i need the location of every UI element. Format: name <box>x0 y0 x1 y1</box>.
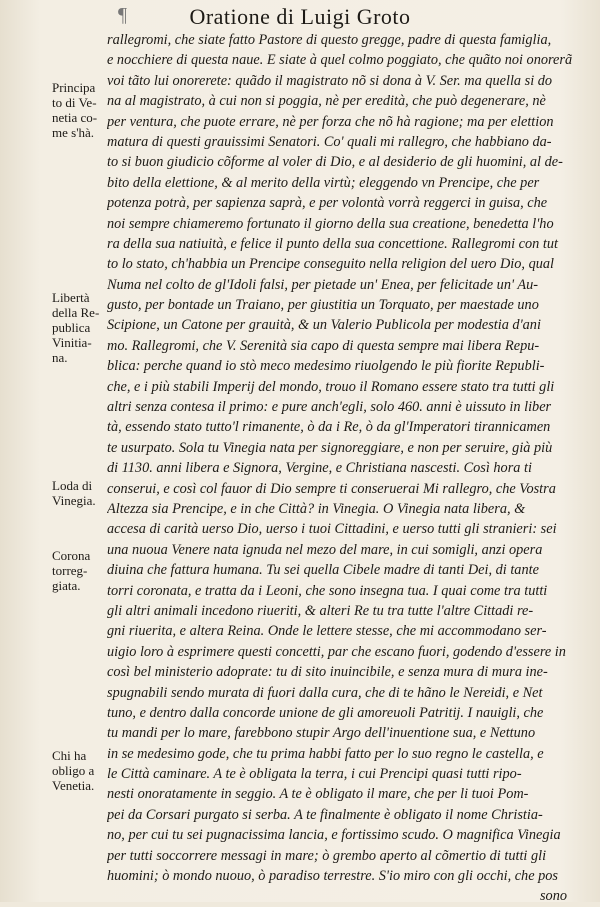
margin-note-line: netia co- <box>52 110 98 125</box>
margin-note-line: Principa <box>52 80 96 95</box>
text-line: matura di questi grauissimi Senatori. Co' quali mi rallegro, che habbiano da- <box>107 133 552 150</box>
body-text <box>107 30 585 907</box>
text-line: accesa di carità uerso Dio, uerso i tuoi Cittadini, e uerso tutti gli stranieri: sei <box>107 521 557 538</box>
text-line: ra della sua natiuità, e felice il punto della sua concettione. Rallegromi con tut <box>107 235 558 252</box>
text-line: na al magistrato, à cui non si poggia, nè per eredità, che può degenerare, nè <box>107 93 546 110</box>
text-line: una nuoua Venere nata ignuda nel mezo del mare, in cui somigli, anzi opera <box>107 541 543 558</box>
text-line: le Città caminare. A te è obligata la terra, i cui Prencipi quasi tutti ripo- <box>107 766 522 783</box>
margin-note-line: Corona <box>52 548 91 563</box>
text-line: diuina che fattura humana. Tu sei quella Cibele madre di tanti Dei, di tante <box>107 562 539 579</box>
margin-note-line: Libertà <box>52 290 90 305</box>
margin-note-principato <box>52 80 108 140</box>
text-line: gli altri animali incedono riueriti, & alteri Re tu tra tutte l'altre Cittadi re- <box>107 602 534 619</box>
margin-note-line: Vinitia- <box>52 335 92 350</box>
text-line: tuno, e dentro dalla concorde unione de gli amoreuoli Patritij. I nauigli, che <box>107 704 544 721</box>
margin-note-loda <box>52 478 108 508</box>
text-line: gni riuerita, e altera Reina. Onde le lettere stesse, che mi accommodano ser- <box>107 623 547 640</box>
text-line: e nocchiere di questa naue. E siate à quel colmo poggiato, che quãto noi onorerã <box>107 52 573 69</box>
text-line: torri coronata, e tratta da i Leoni, che sono insegna tua. I quai come tra tutti <box>107 582 548 599</box>
text-line: mo. Rallegromi, che V. Serenità sia capo di questa sempre mai libera Repu- <box>107 337 540 354</box>
text-line: huomini; ò mondo nuouo, ò paradiso terrestre. S'io miro con gli occhi, che pos <box>107 868 558 885</box>
margin-note-line: Loda di <box>52 478 93 493</box>
text-line: Altezza sia Prencipe, e in che Città? in Vinegia. O Vinegia nata libera, & <box>107 500 526 517</box>
text-line: conserui, e così col fauor di Dio sempre ti conseruerai Mi rallegro, che Vostra <box>107 480 556 497</box>
text-line: no, per cui tu sei pugnacissima lancia, e fortissimo scudo. O magnifica Vinegia <box>107 827 561 844</box>
catchword: sono <box>539 888 567 905</box>
margin-note-corona <box>52 548 108 593</box>
text-line: tà, essendo stato tutto'l rimanente, ò da i Re, ò da gl'Imperatori tirannicamen <box>107 419 551 436</box>
page-header-title: Oratione di Luigi Groto <box>189 4 411 29</box>
folio-mark: ¶ <box>118 4 128 26</box>
margin-note-line: della Re- <box>52 305 100 320</box>
margin-note-line: publica <box>52 320 91 335</box>
text-line: che, e i più stabili Imperij del mondo, trouo il Romano essere stato tra tutti gli <box>107 378 555 395</box>
text-line: in se medesimo gode, che tu prima habbi fatto per lo suo regno le castella, e <box>107 745 544 762</box>
margin-note-line: me s'hà. <box>52 125 95 140</box>
text-line: nesti onoratamente in seggio. A te è obligato il mare, che per li tuoi Pom- <box>107 786 529 803</box>
text-line: te usurpato. Sola tu Vinegia nata per signoreggiare, e non per seruire, già più <box>107 439 553 456</box>
margin-note-liberta <box>52 290 108 365</box>
margin-note-obligo <box>52 748 108 793</box>
text-line: per tutti soccorrere messagi in mare; ò grembo aperto al cõmertio di tutti gli <box>107 847 547 864</box>
text-line: uigio loro à esprimere questi concetti, par che escano fuori, godendo d'essere in <box>107 643 566 660</box>
text-line: pei da Corsari purgato si serba. A te finalmente è obligato il nome Christia- <box>107 806 543 823</box>
text-line: blica: perche quand io stò meco medesimo riuolgendo le più fiorite Republi- <box>107 358 545 375</box>
text-line: gusto, per bontade un Traiano, per giustitia un Torquato, per maestade uno <box>107 297 539 314</box>
margin-note-line: to di Ve- <box>52 95 97 110</box>
text-line: così bel ministerio adoprate: tu di sito inuincibile, e senza mura di mura ine- <box>107 664 548 681</box>
text-line: altri senza contesa il primo: e pure anch'egli, solo 460. anni è uissuto in liber <box>107 399 552 416</box>
text-line: rallegromi, che siate fatto Pastore di questo gregge, padre di questa famiglia, <box>107 32 552 48</box>
text-line: potenza potrà, per sapienza saprà, e per volontà vorrà reggerci in guisa, che <box>107 195 548 212</box>
text-line: noi sempre chiameremo fortunato il giorno della sua creatione, benedetta l'ho <box>107 215 554 232</box>
text-line: to si buon giudicio cõforme al voler di Dio, e al desiderio de gli huomini, al de- <box>107 154 563 171</box>
text-line: per ventura, che puote errare, nè per forza che nõ hà ragione; ma per elettion <box>107 113 554 130</box>
margin-note-line: Vinegia. <box>52 493 96 508</box>
text-line: voi tãto lui onorerete: quãdo il magistrato nõ si dona à V. Ser. ma quella si do <box>107 72 553 89</box>
margin-note-line: torreg- <box>52 563 88 578</box>
margin-note-line: na. <box>52 350 68 365</box>
text-line: Scipione, un Catone per grauità, & un Valerio Publicola per modestia d'ani <box>107 317 541 334</box>
text-line: to lo stato, ch'habbia un Prencipe conseguito nella religion del uero Dio, qual <box>107 256 554 273</box>
margin-note-line: Chi ha <box>52 748 87 763</box>
margin-note-line: obligo a <box>52 763 95 778</box>
text-line: Numa nel colto de gl'Idoli falsi, per pietade un' Enea, per felicitade un' Au- <box>107 276 538 293</box>
text-line: spugnabili sendo murata di fuori dalla cura, che di te hãno le Nereidi, e Net <box>107 684 543 701</box>
text-line: bito della elettione, & al merito della virtù; eleggendo vn Prencipe, che per <box>107 174 540 191</box>
margin-note-line: Venetia. <box>52 778 95 793</box>
text-line: tu mandi per lo mare, farebbono stupir Argo dell'inuentione sua, e Nettuno <box>107 725 536 742</box>
margin-note-line: giata. <box>52 578 81 593</box>
text-line: di 1130. anni libera e Signora, Vergine, e Christiana nascesti. Così hora ti <box>107 460 532 477</box>
